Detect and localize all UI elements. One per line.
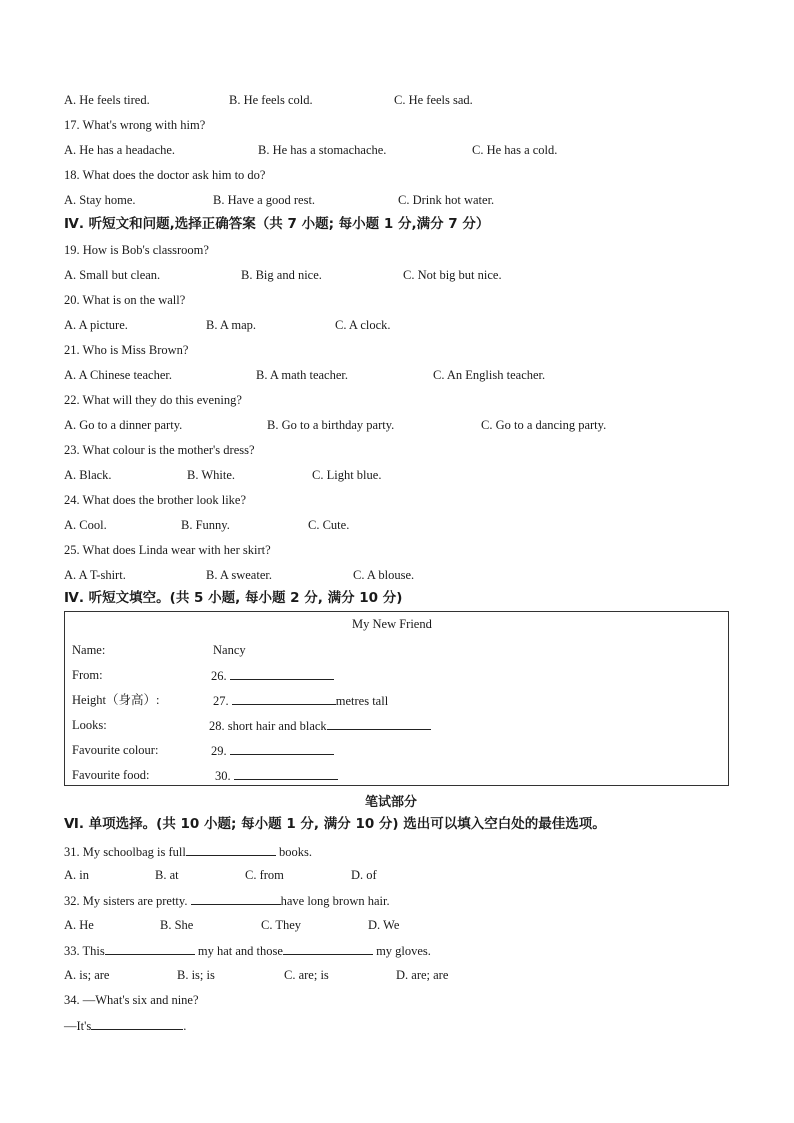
q22-option-b: B. Go to a birthday party. bbox=[267, 418, 395, 432]
q33-blank-1[interactable] bbox=[105, 942, 195, 955]
q31-text-post: books. bbox=[279, 845, 312, 859]
q17-option-a: A. He has a headache. bbox=[64, 143, 176, 157]
q24-option-a: A. Cool. bbox=[64, 518, 107, 532]
q19-option-c: C. Not big but nice. bbox=[403, 268, 502, 282]
q18-option-b: B. Have a good rest. bbox=[213, 193, 316, 207]
q31-option-a: A. in bbox=[64, 868, 89, 882]
q34-answer-post: . bbox=[183, 1019, 187, 1033]
q19-option-b: B. Big and nice. bbox=[241, 268, 322, 282]
q32-text-post: have long brown hair. bbox=[280, 894, 390, 908]
q32-question bbox=[64, 892, 390, 909]
q24-option-c: C. Cute. bbox=[308, 518, 350, 532]
q31-text-pre: 31. My schoolbag is full bbox=[64, 845, 186, 859]
q25-option-c: C. A blouse. bbox=[353, 568, 415, 582]
q16-option-b: B. He feels cold. bbox=[229, 93, 313, 107]
table-label-colour: Favourite colour: bbox=[72, 743, 159, 757]
q23-option-c: C. Light blue. bbox=[312, 468, 382, 482]
q29-number: 29. bbox=[211, 744, 227, 758]
q32-text-pre: 32. My sisters are pretty. bbox=[64, 894, 188, 908]
q22-option-a: A. Go to a dinner party. bbox=[64, 418, 183, 432]
q27-blank[interactable] bbox=[232, 692, 336, 705]
q33-option-a: A. is; are bbox=[64, 968, 110, 982]
q34-blank[interactable] bbox=[91, 1017, 183, 1030]
written-part-title: 笔试部分 bbox=[365, 795, 418, 810]
q23-option-a: A. Black. bbox=[64, 468, 112, 482]
table-label-from: From: bbox=[72, 668, 103, 682]
q17-question: 17. What's wrong with him? bbox=[64, 118, 206, 132]
table-label-looks: Looks: bbox=[72, 718, 107, 732]
q31-option-b: B. at bbox=[155, 868, 179, 882]
section-5-heading: Ⅳ. 听短文填空。(共 5 小题, 每小题 2 分, 满分 10 分) bbox=[64, 590, 403, 606]
q21-option-b: B. A math teacher. bbox=[256, 368, 348, 382]
q33-option-b: B. is; is bbox=[177, 968, 215, 982]
q33-option-c: C. are; is bbox=[284, 968, 329, 982]
q18-question: 18. What does the doctor ask him to do? bbox=[64, 168, 266, 182]
q28-blank[interactable] bbox=[327, 717, 431, 730]
q30-blank[interactable] bbox=[234, 767, 338, 780]
table-title: My New Friend bbox=[352, 617, 432, 631]
q32-blank[interactable] bbox=[191, 892, 281, 905]
q20-option-b: B. A map. bbox=[206, 318, 257, 332]
q32-option-d: D. We bbox=[368, 918, 400, 932]
q27-number: 27. bbox=[213, 694, 229, 708]
q29-blank[interactable] bbox=[230, 742, 334, 755]
q33-text-mid: my hat and those bbox=[197, 944, 283, 958]
table-value-looks bbox=[209, 717, 431, 734]
section-6-heading: Ⅵ. 单项选择。(共 10 小题; 每小题 1 分, 满分 10 分) 选出可以填入空白处的最佳选项。 bbox=[64, 816, 606, 832]
table-label-food: Favourite food: bbox=[72, 768, 150, 782]
q23-question: 23. What colour is the mother's dress? bbox=[64, 443, 255, 457]
q32-option-a: A. He bbox=[64, 918, 94, 932]
q20-option-a: A. A picture. bbox=[64, 318, 128, 332]
q18-option-c: C. Drink hot water. bbox=[398, 193, 495, 207]
q26-blank[interactable] bbox=[230, 667, 334, 680]
table-value-colour bbox=[211, 742, 334, 759]
table-label-name: Name: bbox=[72, 643, 106, 657]
q31-option-c: C. from bbox=[245, 868, 284, 882]
q33-blank-2[interactable] bbox=[283, 942, 373, 955]
table-value-name: Nancy bbox=[213, 643, 246, 657]
q31-blank[interactable] bbox=[186, 843, 276, 856]
q16-option-a: A. He feels tired. bbox=[64, 93, 150, 107]
q23-option-b: B. White. bbox=[187, 468, 236, 482]
q28-text: 28. short hair and black bbox=[209, 719, 327, 733]
q34-question: 34. —What's six and nine? bbox=[64, 993, 199, 1007]
q32-option-c: C. They bbox=[261, 918, 302, 932]
q20-option-c: C. A clock. bbox=[335, 318, 391, 332]
section-4-heading: Ⅳ. 听短文和问题,选择正确答案（共 7 小题; 每小题 1 分,满分 7 分） bbox=[64, 216, 490, 232]
q31-question bbox=[64, 843, 312, 860]
q20-question: 20. What is on the wall? bbox=[64, 293, 186, 307]
q33-text-post: my gloves. bbox=[376, 944, 431, 958]
q25-option-a: A. A T-shirt. bbox=[64, 568, 126, 582]
q21-option-a: A. A Chinese teacher. bbox=[64, 368, 172, 382]
q19-question: 19. How is Bob's classroom? bbox=[64, 243, 209, 257]
q17-option-c: C. He has a cold. bbox=[472, 143, 558, 157]
q16-option-c: C. He feels sad. bbox=[394, 93, 473, 107]
q33-option-d: D. are; are bbox=[396, 968, 449, 982]
q22-question: 22. What will they do this evening? bbox=[64, 393, 242, 407]
q34-answer-pre: —It's bbox=[64, 1019, 92, 1033]
q25-question: 25. What does Linda wear with her skirt? bbox=[64, 543, 271, 557]
table-value-food bbox=[215, 767, 338, 784]
q27-suffix: metres tall bbox=[335, 694, 389, 708]
q24-question: 24. What does the brother look like? bbox=[64, 493, 247, 507]
q31-option-d: D. of bbox=[351, 868, 377, 882]
q33-text-pre: 33. This bbox=[64, 944, 105, 958]
q24-option-b: B. Funny. bbox=[181, 518, 230, 532]
q30-number: 30. bbox=[215, 769, 231, 783]
table-label-height: Height（身高）: bbox=[72, 693, 160, 707]
q21-option-c: C. An English teacher. bbox=[433, 368, 546, 382]
q25-option-b: B. A sweater. bbox=[206, 568, 272, 582]
q26-number: 26. bbox=[211, 669, 227, 683]
q34-answer bbox=[64, 1017, 186, 1034]
q17-option-b: B. He has a stomachache. bbox=[258, 143, 387, 157]
q18-option-a: A. Stay home. bbox=[64, 193, 136, 207]
table-value-height bbox=[213, 692, 388, 709]
q22-option-c: C. Go to a dancing party. bbox=[481, 418, 607, 432]
q33-question bbox=[64, 942, 431, 959]
table-value-from bbox=[211, 667, 334, 684]
q21-question: 21. Who is Miss Brown? bbox=[64, 343, 189, 357]
q32-option-b: B. She bbox=[160, 918, 194, 932]
q19-option-a: A. Small but clean. bbox=[64, 268, 161, 282]
fill-in-table bbox=[64, 611, 729, 786]
